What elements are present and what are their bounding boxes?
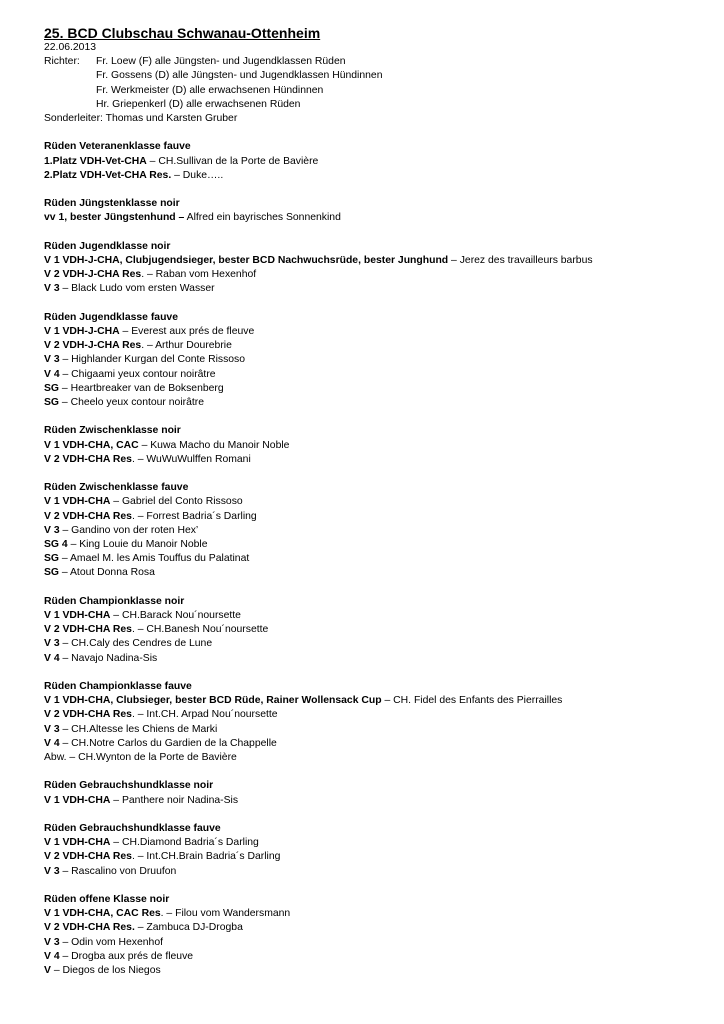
- result-entry: [44, 652, 714, 666]
- section-spacer: [44, 765, 714, 779]
- results-section: [44, 183, 714, 226]
- result-entry: [44, 723, 714, 737]
- dog-name: CH.Notre Carlos du Gardien de la Chappelle: [71, 737, 277, 749]
- result-entry: [44, 637, 714, 651]
- result-entry: [44, 950, 714, 964]
- award-text: V 2 VDH-CHA Res: [44, 453, 132, 465]
- separator: . –: [131, 851, 147, 863]
- award-text: V 2 VDH-CHA Res.: [44, 922, 135, 934]
- separator: –: [59, 737, 72, 749]
- results-section: [44, 226, 714, 297]
- class-heading: Rüden Jugendklasse noir: [44, 240, 171, 252]
- dog-name: CH.Caly des Cendres de Lune: [71, 638, 213, 650]
- results-section: [44, 581, 714, 666]
- separator: –: [146, 155, 159, 167]
- result-entry: [44, 439, 714, 453]
- results-section: [44, 666, 714, 765]
- award-text: V 1 VDH-CHA: [44, 610, 111, 622]
- separator: –: [171, 169, 183, 181]
- result-entry: [44, 751, 714, 765]
- dog-name: Forrest Badria´s Darling: [146, 510, 257, 522]
- class-heading: Rüden offene Klasse noir: [44, 894, 170, 906]
- dog-name: Rascalino von Druufon: [71, 865, 177, 877]
- section-spacer: [44, 666, 714, 680]
- result-entry: [44, 566, 714, 580]
- judge-line: Fr. Gossens (D) alle Jüngsten- und Jugendklassen Hündinnen: [96, 70, 383, 82]
- result-entry: [44, 794, 714, 808]
- award-text: V 2 VDH-CHA Res: [44, 510, 132, 522]
- section-spacer: [44, 126, 714, 140]
- separator: . –: [131, 510, 147, 522]
- separator: –: [110, 794, 122, 806]
- separator: . –: [160, 908, 176, 920]
- show-date: 22.06.2013: [44, 42, 97, 53]
- dog-name: CH. Fidel des Enfants des Pierrailles: [393, 695, 563, 707]
- award-text: V 3: [44, 865, 60, 877]
- separator: . –: [141, 269, 156, 281]
- separator: . –: [141, 340, 156, 352]
- award-text: V 2 VDH-J-CHA Res: [44, 340, 142, 352]
- result-entry: [44, 964, 714, 978]
- award-text: vv 1, bester Jüngstenhund –: [44, 212, 185, 224]
- award-text: V 2 VDH-J-CHA Res: [44, 269, 142, 281]
- separator: –: [110, 837, 122, 849]
- results-section: [44, 126, 714, 183]
- class-heading: Rüden Gebrauchshundklasse noir: [44, 780, 214, 792]
- dog-name: Arthur Dourebrie: [155, 340, 232, 352]
- result-entry: [44, 510, 714, 524]
- section-spacer: [44, 183, 714, 197]
- dog-name: Alfred ein bayrisches Sonnenkind: [186, 212, 341, 224]
- award-text: V 1 VDH-J-CHA, Clubjugendsieger, bester BCD Nachwuchsrüde, bester Junghund: [44, 255, 449, 266]
- separator: –: [448, 255, 460, 266]
- dog-name: Panthere noir Nadina-Sis: [121, 794, 239, 806]
- result-entry: [44, 609, 714, 623]
- separator: –: [50, 965, 63, 977]
- award-text: V 1 VDH-CHA, CAC: [44, 439, 139, 451]
- result-entry: [44, 850, 714, 864]
- separator: –: [138, 439, 151, 451]
- result-entry: [44, 453, 714, 467]
- separator: –: [59, 354, 72, 366]
- dog-name: Jerez des travailleurs barbus: [459, 255, 593, 266]
- special-leader: Sonderleiter: Thomas und Karsten Gruber: [44, 113, 238, 125]
- result-entry: [44, 865, 714, 879]
- result-entry: [44, 368, 714, 382]
- separator: –: [119, 326, 132, 337]
- award-text: V 4: [44, 950, 60, 962]
- judges-block: [44, 55, 714, 112]
- dog-name: Drogba aux prés de fleuve: [71, 950, 194, 962]
- class-heading: Rüden Veteranenklasse fauve: [44, 141, 191, 153]
- award-text: V 1 VDH-CHA: [44, 496, 111, 508]
- result-entry: [44, 708, 714, 722]
- result-entry: [44, 155, 714, 169]
- section-spacer: [44, 297, 714, 311]
- dog-name: Zambuca DJ-Drogba: [146, 922, 243, 934]
- separator: –: [59, 397, 71, 409]
- result-entry: [44, 623, 714, 637]
- results-section: [44, 410, 714, 467]
- award-text: V 1 VDH-J-CHA: [44, 326, 120, 337]
- result-entry: [44, 382, 714, 396]
- dog-name: Int.CH.Brain Badria´s Darling: [146, 851, 281, 863]
- dog-name: CH.Sullivan de la Porte de Bavière: [158, 155, 319, 167]
- result-entry: [44, 552, 714, 566]
- judge-line: Hr. Griepenkerl (D) alle erwachsenen Rüden: [96, 98, 301, 110]
- section-spacer: [44, 467, 714, 481]
- result-entry: [44, 836, 714, 850]
- dog-name: WuWuWulffen Romani: [146, 453, 251, 465]
- result-entry: [44, 694, 714, 708]
- award-text: SG 4: [44, 539, 68, 551]
- class-heading: Rüden Championklasse noir: [44, 595, 185, 607]
- result-entry: [44, 495, 714, 509]
- award-text: SG: [44, 567, 60, 579]
- dog-name: CH.Barack Nou´noursette: [121, 610, 241, 622]
- award-text: V 1 VDH-CHA: [44, 837, 111, 849]
- results-sections: [44, 126, 714, 978]
- results-section: [44, 808, 714, 879]
- separator: –: [110, 496, 122, 508]
- award-text: V 2 VDH-CHA Res: [44, 851, 132, 863]
- dog-name: Highlander Kurgan del Conte Rissoso: [71, 354, 246, 366]
- separator: –: [59, 553, 70, 565]
- award-text: V 2 VDH-CHA Res: [44, 624, 132, 636]
- judges-label: Richter:: [44, 56, 80, 68]
- class-heading: Rüden Gebrauchshundklasse fauve: [44, 823, 221, 835]
- award-text: V 2 VDH-CHA Res: [44, 709, 132, 721]
- award-text: V 3: [44, 283, 60, 295]
- dog-name: Odin vom Hexenhof: [71, 936, 164, 948]
- award-text: 2.Platz VDH-Vet-CHA Res.: [44, 169, 172, 181]
- result-entry: [44, 737, 714, 751]
- dog-name: Heartbreaker van de Boksenberg: [70, 382, 224, 394]
- dog-name: Everest aux prés de fleuve: [131, 326, 255, 337]
- dog-name: Navajo Nadina-Sis: [71, 652, 158, 664]
- section-spacer: [44, 581, 714, 595]
- result-entry: [44, 169, 714, 183]
- results-section: [44, 879, 714, 978]
- dog-name: Diegos de los Niegos: [62, 965, 161, 977]
- class-heading: Rüden Jüngstenklasse noir: [44, 198, 180, 210]
- separator: –: [59, 368, 72, 380]
- separator: –: [59, 723, 72, 735]
- result-entry: [44, 254, 714, 268]
- dog-name: Filou vom Wandersmann: [175, 908, 291, 920]
- separator: –: [59, 638, 72, 650]
- award-text: SG: [44, 397, 60, 409]
- results-section: [44, 467, 714, 581]
- judge-line: Fr. Loew (F) alle Jüngsten- und Jugendklassen Rüden: [96, 56, 346, 68]
- judges-list: [96, 55, 382, 112]
- class-heading: Rüden Zwischenklasse fauve: [44, 482, 189, 494]
- award-text: V 3: [44, 524, 60, 536]
- award-text: V 1 VDH-CHA, Clubsieger, bester BCD Rüde, Rainer Wollensack Cup: [44, 695, 382, 707]
- dog-name: Abw. – CH.Wynton de la Porte de Bavière: [44, 752, 237, 764]
- result-entry: [44, 524, 714, 538]
- dog-name: Gabriel del Conto Rissoso: [121, 496, 243, 508]
- results-section: [44, 765, 714, 808]
- judge-line: Fr. Werkmeister (D) alle erwachsenen Hündinnen: [96, 84, 324, 96]
- result-entry: [44, 907, 714, 921]
- separator: –: [59, 865, 72, 877]
- result-entry: [44, 282, 714, 296]
- separator: –: [59, 950, 72, 962]
- separator: –: [59, 382, 71, 394]
- separator: . –: [131, 453, 147, 465]
- dog-name: Chigaami yeux contour noirâtre: [71, 368, 216, 380]
- separator: –: [110, 610, 122, 622]
- dog-name: Black Ludo vom ersten Wasser: [71, 283, 215, 295]
- award-text: V 1 VDH-CHA: [44, 794, 111, 806]
- dog-name: Gandino von der roten Hex’: [71, 524, 199, 536]
- award-text: SG: [44, 382, 60, 394]
- dog-name: Duke…..: [182, 169, 224, 181]
- result-entry: [44, 921, 714, 935]
- dog-name: CH.Diamond Badria´s Darling: [121, 837, 259, 849]
- dog-name: Int.CH. Arpad Nou´noursette: [146, 709, 278, 721]
- dog-name: Kuwa Macho du Manoir Noble: [150, 439, 290, 451]
- dog-name: CH.Altesse les Chiens de Marki: [71, 723, 218, 735]
- result-entry: [44, 396, 714, 410]
- award-text: V 3: [44, 723, 60, 735]
- award-text: V 3: [44, 354, 60, 366]
- award-text: V 1 VDH-CHA, CAC Res: [44, 908, 161, 920]
- result-entry: [44, 325, 714, 339]
- result-entry: [44, 353, 714, 367]
- result-entry: [44, 268, 714, 282]
- dog-name: CH.Banesh Nou´noursette: [146, 624, 269, 636]
- separator: –: [59, 567, 70, 579]
- award-text: V 3: [44, 638, 60, 650]
- separator: –: [59, 283, 72, 295]
- dog-name: King Louie du Manoir Noble: [79, 539, 208, 551]
- result-entry: [44, 211, 714, 225]
- separator: –: [59, 652, 72, 664]
- result-entry: [44, 339, 714, 353]
- award-text: V 4: [44, 737, 60, 749]
- separator: . –: [131, 709, 147, 721]
- separator: –: [134, 922, 147, 934]
- separator: –: [381, 695, 394, 707]
- class-heading: Rüden Championklasse fauve: [44, 681, 192, 693]
- document-title: 25. BCD Clubschau Schwanau-Ottenheim: [44, 25, 321, 41]
- class-heading: Rüden Zwischenklasse noir: [44, 425, 181, 437]
- results-section: [44, 297, 714, 411]
- dog-name: Amael M. les Amis Touffus du Palatinat: [70, 553, 250, 565]
- dog-name: Cheelo yeux contour noirâtre: [70, 397, 205, 409]
- section-spacer: [44, 808, 714, 822]
- separator: –: [59, 936, 72, 948]
- result-entry: [44, 936, 714, 950]
- award-text: SG: [44, 553, 60, 565]
- dog-name: Atout Donna Rosa: [70, 567, 155, 579]
- section-spacer: [44, 879, 714, 893]
- section-spacer: [44, 226, 714, 240]
- separator: –: [67, 539, 80, 551]
- award-text: V 3: [44, 936, 60, 948]
- award-text: 1.Platz VDH-Vet-CHA: [44, 155, 147, 167]
- section-spacer: [44, 410, 714, 424]
- award-text: V: [44, 965, 51, 977]
- class-heading: Rüden Jugendklasse fauve: [44, 311, 178, 323]
- document-content: [44, 25, 714, 978]
- dog-name: Raban vom Hexenhof: [155, 269, 257, 281]
- award-text: V 4: [44, 652, 60, 664]
- result-entry: [44, 538, 714, 552]
- separator: –: [59, 524, 72, 536]
- award-text: V 4: [44, 368, 60, 380]
- separator: . –: [131, 624, 147, 636]
